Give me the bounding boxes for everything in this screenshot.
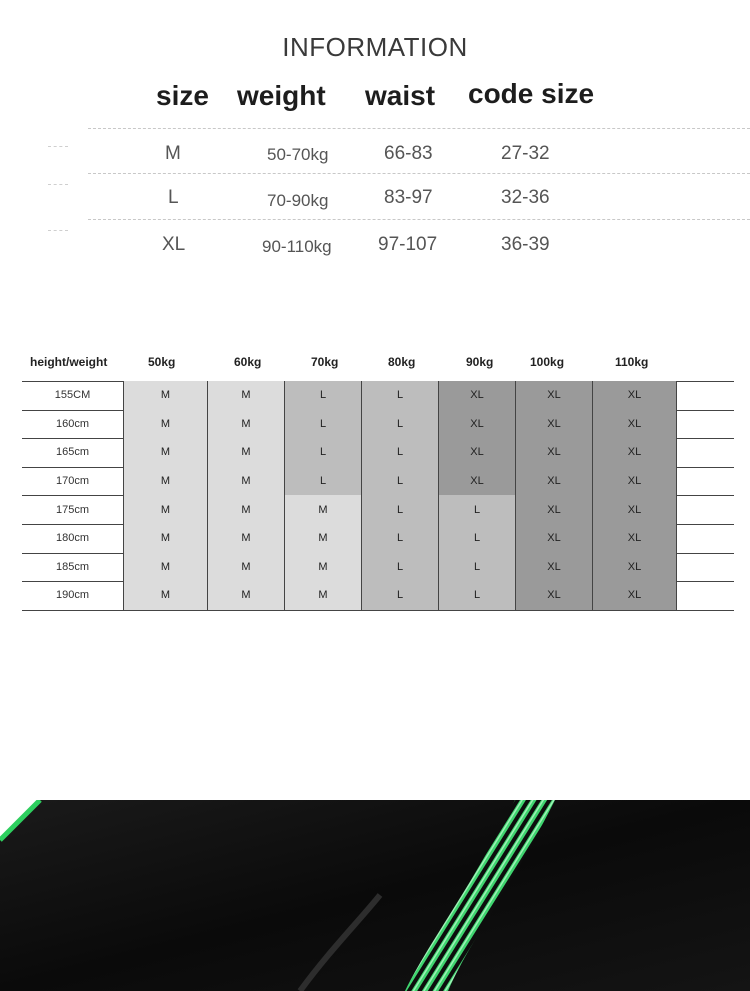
size-cell: M [124, 467, 208, 496]
info-cell: L [168, 187, 179, 208]
height-label: 170cm [22, 467, 124, 496]
height-label: 175cm [22, 495, 124, 524]
height-label: 160cm [22, 410, 124, 439]
size-cell: XL [516, 381, 593, 410]
divider [48, 230, 68, 231]
height-label: 165cm [22, 438, 124, 467]
size-cell: M [124, 410, 208, 439]
size-cell: XL [439, 381, 516, 410]
size-chart-row [22, 467, 734, 497]
info-cell: XL [162, 234, 186, 255]
size-cell: XL [593, 467, 677, 496]
size-cell: L [362, 381, 439, 410]
size-cell: XL [516, 581, 593, 610]
weight-header: 70kg [311, 355, 339, 369]
size-cell: XL [516, 438, 593, 467]
size-cell: XL [593, 581, 677, 610]
info-cell: 36-39 [501, 234, 550, 255]
size-cell: M [124, 553, 208, 582]
size-cell: L [439, 553, 516, 582]
weight-header: 100kg [530, 355, 565, 369]
size-cell: M [285, 581, 362, 610]
size-cell: XL [516, 467, 593, 496]
size-cell: XL [516, 524, 593, 553]
size-cell: L [439, 495, 516, 524]
size-cell: M [285, 553, 362, 582]
weight-header: 90kg [466, 355, 494, 369]
size-chart-row [22, 438, 734, 468]
size-cell: M [208, 495, 285, 524]
size-cell: XL [593, 381, 677, 410]
info-cell: 97-107 [378, 234, 438, 255]
size-chart-row [22, 381, 734, 411]
size-cell: M [124, 495, 208, 524]
size-cell: XL [516, 495, 593, 524]
weight-header: 50kg [148, 355, 176, 369]
size-cell: L [439, 524, 516, 553]
weight-header: 60kg [234, 355, 262, 369]
info-cell: M [165, 143, 181, 164]
size-cell: L [362, 410, 439, 439]
size-cell: XL [439, 410, 516, 439]
height-label: 155CM [22, 381, 124, 410]
fabric-stitching-image [0, 800, 750, 991]
size-cell: M [124, 524, 208, 553]
size-cell: XL [516, 553, 593, 582]
size-cell: L [362, 467, 439, 496]
header-waist: waist [365, 80, 436, 111]
size-cell: M [285, 495, 362, 524]
chart-corner-label: height/weight [30, 355, 108, 369]
size-cell: M [208, 524, 285, 553]
size-cell: XL [593, 524, 677, 553]
size-cell: L [285, 410, 362, 439]
size-cell: L [285, 381, 362, 410]
header-code-size: code size [468, 78, 595, 109]
divider [88, 219, 750, 220]
divider [48, 184, 68, 185]
info-cell: 70-90kg [267, 191, 329, 210]
size-cell: M [124, 438, 208, 467]
size-cell: M [124, 381, 208, 410]
size-chart-grid [22, 381, 734, 611]
info-cell: 83-97 [384, 187, 433, 208]
height-label: 185cm [22, 553, 124, 582]
size-cell: L [439, 581, 516, 610]
header-weight: weight [237, 80, 326, 111]
weight-header: 110kg [615, 355, 649, 369]
size-cell: M [208, 467, 285, 496]
size-cell: M [124, 581, 208, 610]
size-cell: M [208, 553, 285, 582]
size-cell: XL [593, 553, 677, 582]
size-cell: L [362, 553, 439, 582]
size-chart-row [22, 495, 734, 525]
info-cell: 50-70kg [267, 145, 329, 164]
size-cell: L [285, 467, 362, 496]
height-label: 180cm [22, 524, 124, 553]
size-chart-row [22, 410, 734, 440]
info-cell: 66-83 [384, 143, 433, 164]
divider [88, 173, 750, 174]
size-cell: M [208, 438, 285, 467]
size-chart-row [22, 553, 734, 583]
size-chart-row [22, 581, 734, 611]
size-cell: XL [593, 410, 677, 439]
size-cell: XL [593, 495, 677, 524]
size-cell: XL [439, 467, 516, 496]
size-cell: M [208, 410, 285, 439]
size-chart-row [22, 524, 734, 554]
size-cell: XL [516, 410, 593, 439]
info-title: INFORMATION [282, 32, 468, 62]
info-cell: 32-36 [501, 187, 550, 208]
height-label: 190cm [22, 581, 124, 610]
header-size: size [156, 80, 209, 111]
size-cell: M [285, 524, 362, 553]
size-cell: L [362, 524, 439, 553]
divider [88, 128, 750, 129]
size-cell: XL [439, 438, 516, 467]
size-cell: L [362, 581, 439, 610]
size-cell: XL [593, 438, 677, 467]
divider [48, 146, 68, 147]
fabric-photo [0, 800, 750, 991]
weight-header: 80kg [388, 355, 416, 369]
size-cell: L [285, 438, 362, 467]
size-cell: M [208, 381, 285, 410]
size-cell: L [362, 495, 439, 524]
info-cell: 27-32 [501, 143, 550, 164]
size-cell: L [362, 438, 439, 467]
info-cell: 90-110kg [262, 237, 332, 256]
size-cell: M [208, 581, 285, 610]
